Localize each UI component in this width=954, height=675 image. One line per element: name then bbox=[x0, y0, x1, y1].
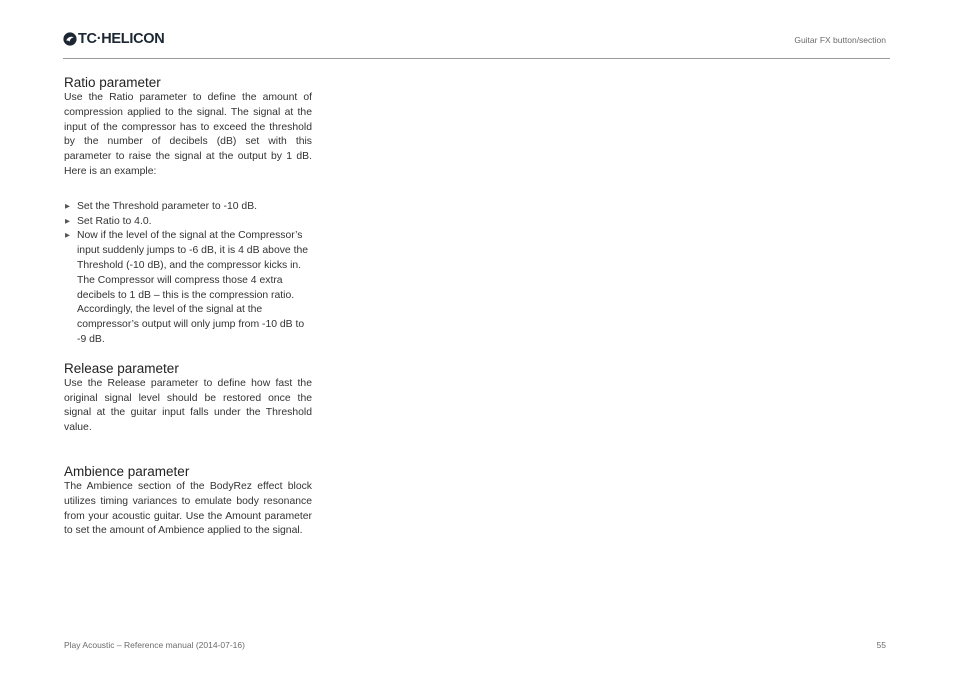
triangle-bullet-icon: ▶ bbox=[65, 202, 70, 210]
header-divider bbox=[63, 58, 890, 59]
content-column bbox=[64, 74, 312, 539]
list-item-text: Set the Threshold parameter to -10 dB. bbox=[77, 200, 258, 212]
brand-logo bbox=[63, 31, 164, 47]
ratio-section bbox=[64, 74, 312, 348]
ambience-body: The Ambience section of the BodyRez effect block utilizes timing variances to emulate body resonance from your acoustic guitar. Use the Amount parameter to set the amount of Ambience applied to the signal. bbox=[64, 480, 312, 537]
release-section bbox=[64, 360, 312, 436]
triangle-bullet-icon: ▶ bbox=[65, 217, 70, 225]
release-body: Use the Release parameter to define how fast the original signal level should be restored once the signal at the guitar input falls under the Threshold value. bbox=[64, 377, 312, 434]
brand-name: TC·HELICON bbox=[78, 31, 165, 47]
ratio-example-list bbox=[64, 200, 312, 348]
ratio-body: Use the Ratio parameter to define the amount of compression applied to the signal. The signal at the input of the compressor has to exceed the threshold by the number of decibels (dB) set with this parameter to raise the signal at the output by 1 dB. Here is an example: bbox=[64, 92, 312, 177]
list-item-text: Now if the level of the signal at the Compressor’s input suddenly jumps to -6 dB, it is 4 dB above the Threshold (-10 dB), and the compressor kicks in. The Compressor will compress those 4 extra decibels to 1 dB – this is the compression ratio. Accordingly, the level of the signal at the compressor’s output will only jump from -10 dB to -9 dB. bbox=[77, 230, 309, 345]
section-title: Guitar FX button/section bbox=[794, 35, 886, 45]
triangle-bullet-icon: ▶ bbox=[65, 232, 70, 240]
list-item bbox=[64, 215, 312, 230]
footer-document-title: Play Acoustic – Reference manual (2014-07-16) bbox=[64, 640, 245, 650]
tc-helicon-logo-icon bbox=[63, 32, 77, 46]
ratio-heading: Ratio parameter bbox=[64, 75, 161, 90]
list-item bbox=[64, 229, 312, 347]
page-number: 55 bbox=[876, 640, 886, 650]
list-item-text: Set Ratio to 4.0. bbox=[77, 215, 152, 227]
ambience-heading: Ambience parameter bbox=[64, 463, 190, 479]
list-item bbox=[64, 200, 312, 215]
ambience-section bbox=[64, 463, 312, 539]
release-heading: Release parameter bbox=[64, 360, 179, 376]
